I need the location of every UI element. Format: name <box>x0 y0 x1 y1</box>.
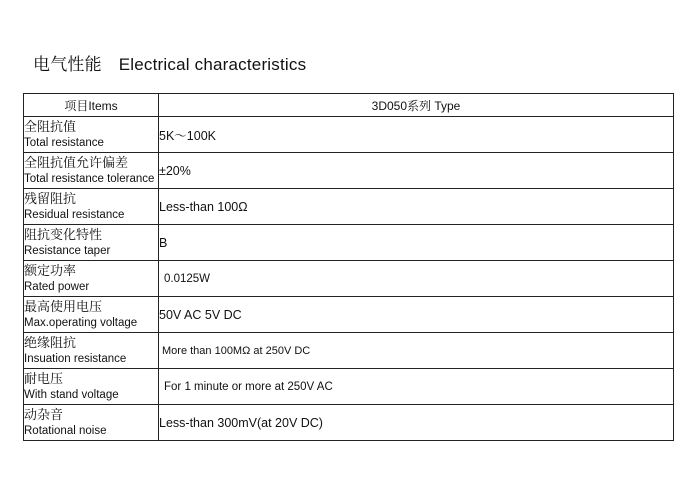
table-row <box>24 225 674 261</box>
row-label <box>24 333 159 369</box>
row-label <box>24 297 159 333</box>
table-row <box>24 261 674 297</box>
row-label-en: With stand voltage <box>24 388 119 401</box>
header-items: 项目Items <box>24 94 159 117</box>
table-row <box>24 297 674 333</box>
row-label-cn: 绝缘阻抗 <box>24 334 77 350</box>
row-label-en: Total resistance <box>24 136 104 149</box>
table-row <box>24 405 674 441</box>
row-label-en: Max.operating voltage <box>24 316 138 329</box>
row-value: Less-than 100Ω <box>159 189 674 225</box>
table-header-row <box>24 94 674 117</box>
row-label-cn: 动杂音 <box>24 406 64 422</box>
title-chinese: 电气性能 <box>33 55 102 74</box>
row-label-cn: 最高使用电压 <box>24 298 103 314</box>
row-label-cn: 全阻抗值 <box>24 118 77 134</box>
row-value: B <box>159 225 674 261</box>
row-label <box>24 153 159 189</box>
row-value: 50V AC 5V DC <box>159 297 674 333</box>
row-label-en: Residual resistance <box>24 208 125 221</box>
table-row <box>24 333 674 369</box>
row-label-en: Rated power <box>24 280 90 293</box>
electrical-characteristics-table <box>23 93 674 441</box>
row-label <box>24 369 159 405</box>
row-label-cn: 阻抗变化特性 <box>24 226 103 242</box>
row-label <box>24 225 159 261</box>
row-value: 5K～100K <box>159 117 674 153</box>
row-label-en: Insuation resistance <box>24 352 127 365</box>
page-title <box>33 50 306 75</box>
header-type: 3D050系列 Type <box>159 94 674 117</box>
row-label-en: Rotational noise <box>24 424 107 437</box>
row-label-cn: 残留阻抗 <box>24 190 77 206</box>
table-row <box>24 369 674 405</box>
title-english: Electrical characteristics <box>118 55 307 74</box>
row-label-en: Resistance taper <box>24 244 111 257</box>
row-value: Less-than 300mV(at 20V DC) <box>159 405 674 441</box>
row-label <box>24 189 159 225</box>
row-label <box>24 261 159 297</box>
row-label-cn: 耐电压 <box>24 370 64 386</box>
row-label <box>24 405 159 441</box>
row-label-en: Total resistance tolerance <box>24 172 155 185</box>
row-label-cn: 全阻抗值允许偏差 <box>24 154 129 170</box>
table-row <box>24 117 674 153</box>
table-row <box>24 153 674 189</box>
row-value: 0.0125W <box>159 261 674 297</box>
row-value: ±20% <box>159 153 674 189</box>
row-value: For 1 minute or more at 250V AC <box>159 369 674 405</box>
row-value: More than 100MΩ at 250V DC <box>159 333 674 369</box>
row-label <box>24 117 159 153</box>
row-label-cn: 额定功率 <box>24 262 77 278</box>
table-row <box>24 189 674 225</box>
